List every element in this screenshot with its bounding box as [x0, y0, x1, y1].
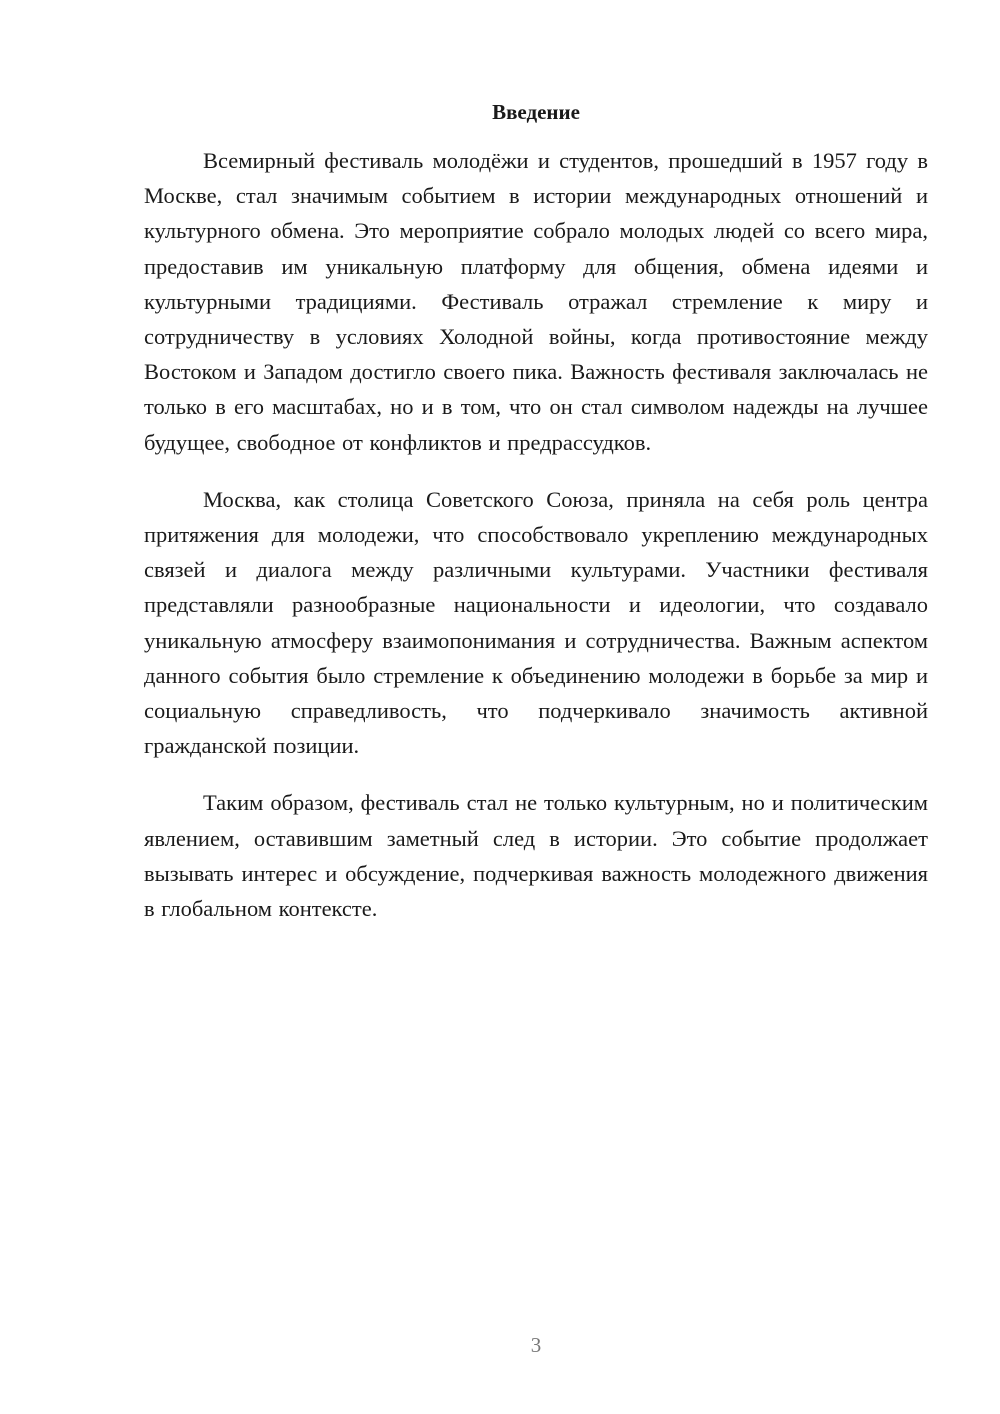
paragraph-1: Всемирный фестиваль молодёжи и студентов, прошедший в 1957 году в Москве, стал значимым событием в истории международных отношений и культурного обмена. Это мероприятие собрало молодых людей со всего мира, предоставив им уникальную платформу для общения, обмена идеями и культурными традициями. Фестиваль отражал стремление к миру и сотрудничеству в условиях Холодной войны, когда противостояние между Востоком и Западом достигло своего пика. Важность фестиваля заключалась не только в его масштабах, но и в том, что он стал символом надежды на лучшее будущее, свободное от конфликтов и предрассудков. — [144, 148, 928, 455]
section-title: Введение — [492, 100, 580, 124]
paragraph-2: Москва, как столица Советского Союза, приняла на себя роль центра притяжения для молодежи, что способствовало укреплению международных связей и диалога между различными культурами. Участники фестиваля представляли разнообразные национальности и идеологии, что создавало уникальную атмосферу взаимопонимания и сотрудничества. Важным аспектом данного события было стремление к объединению молодежи в борьбе за мир и социальную справедливость, что подчеркивало значимость активной гражданской позиции. — [144, 486, 928, 759]
body-text — [144, 143, 928, 948]
paragraph-3: Таким образом, фестиваль стал не только культурным, но и политическим явлением, оставившим заметный след в истории. Это событие продолжает вызывать интерес и обсуждение, подчеркивая важность молодежного движения в глобальном контексте. — [144, 790, 928, 922]
page-number: 3 — [530, 1333, 542, 1357]
